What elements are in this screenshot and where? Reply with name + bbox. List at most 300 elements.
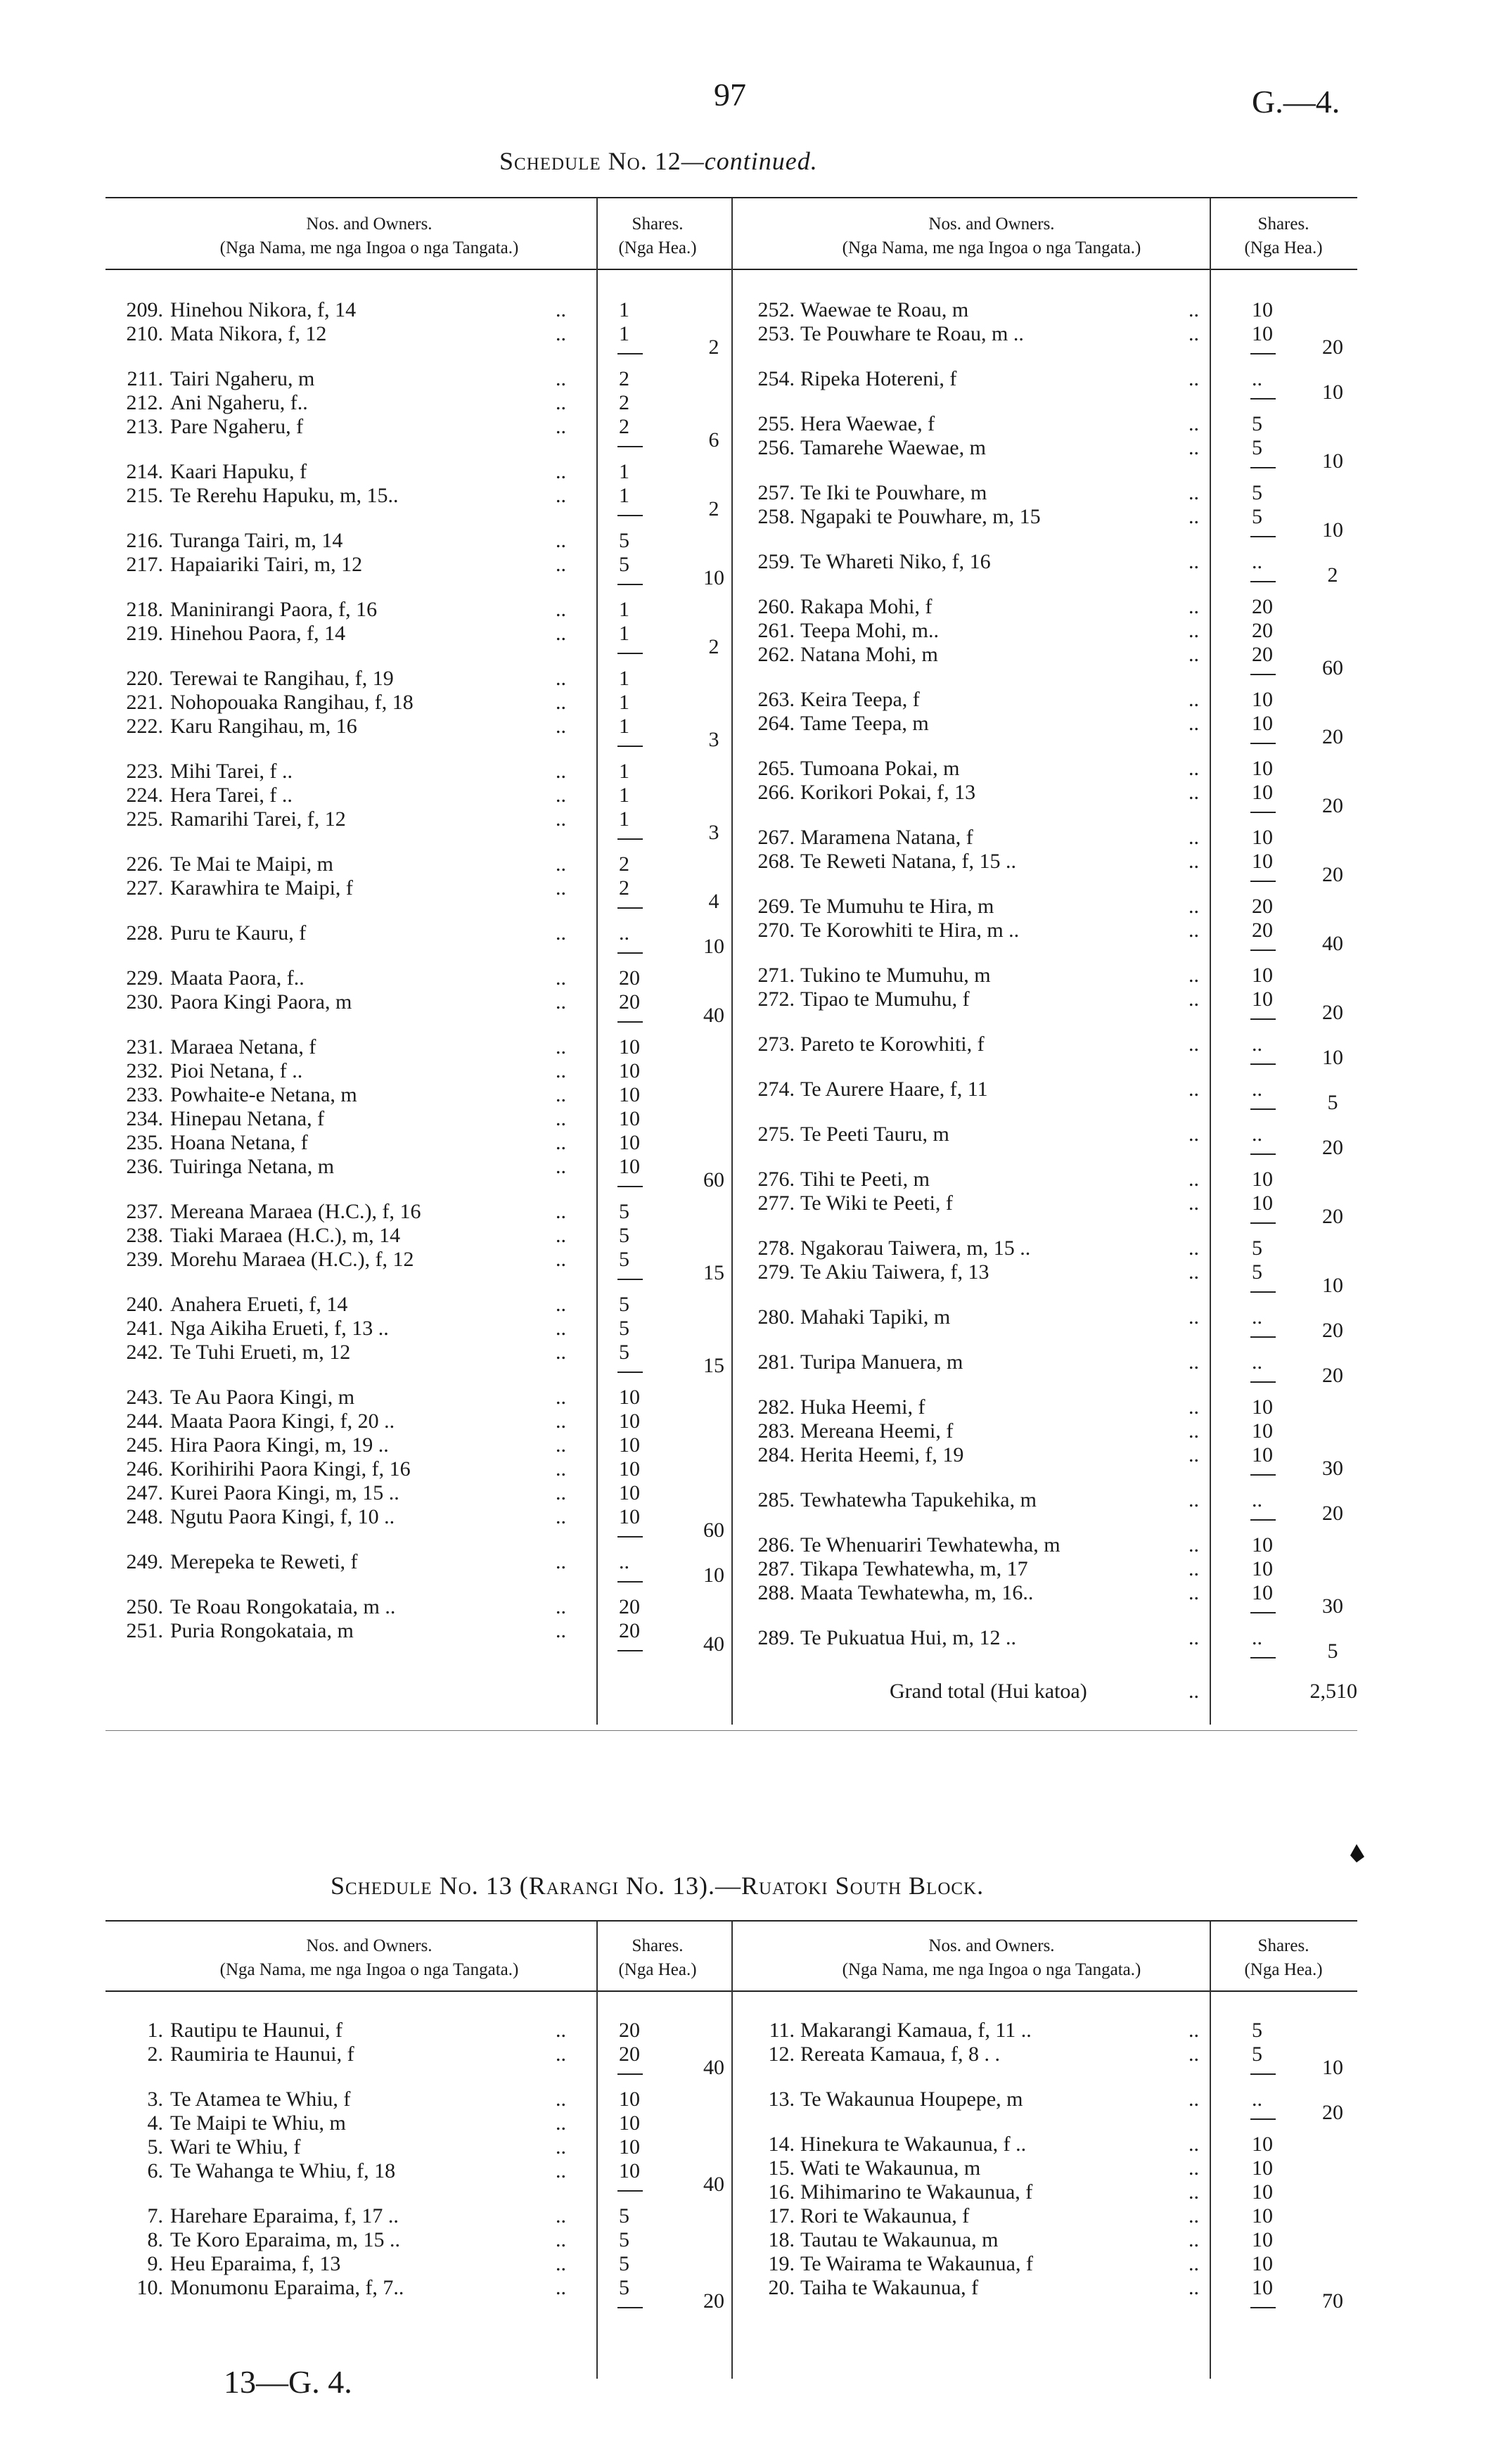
shares-value: .. <box>1252 1488 1262 1511</box>
entry-number: 249. <box>126 1550 163 1573</box>
entry-number: 5. <box>147 2135 163 2159</box>
entry-number: 245. <box>126 1433 163 1457</box>
entry-number: 13. <box>768 2088 795 2111</box>
subtotal-value: 2 <box>1327 563 1338 587</box>
entry-number: 228. <box>126 921 163 945</box>
leader-dots: .. <box>1189 781 1199 804</box>
owner-name: Mihimarino te Wakaunua, f <box>800 2180 1033 2204</box>
subtotal-rule <box>617 1372 643 1373</box>
subtotal-rule <box>1250 1222 1276 1224</box>
leader-dots: .. <box>1189 1033 1199 1056</box>
shares-value: 10 <box>619 1409 640 1433</box>
shares-value: 10 <box>1252 2156 1273 2180</box>
leader-dots: .. <box>1189 436 1199 459</box>
subtotal-value: 5 <box>1327 1639 1338 1663</box>
leader-dots: .. <box>556 2019 566 2042</box>
shares-value: 10 <box>619 2135 640 2159</box>
leader-dots: .. <box>1189 2156 1199 2180</box>
shares-value: .. <box>1252 1626 1262 1649</box>
leader-dots: .. <box>556 1083 566 1106</box>
schedule-12-title-continued: —continued. <box>681 147 818 175</box>
subtotal-value: 20 <box>1322 724 1343 748</box>
entry-number: 270. <box>757 919 795 942</box>
shares-value: 10 <box>1252 1557 1273 1580</box>
owner-name: Maata Paora, f.. <box>170 966 305 990</box>
entry-number: 16. <box>768 2180 795 2204</box>
owners-header-line1: Nos. and Owners. <box>306 215 433 234</box>
entry-number: 288. <box>757 1581 795 1604</box>
owner-name: Teepa Mohi, m.. <box>800 619 940 642</box>
s13-left-owners-header <box>162 1934 577 1982</box>
subtotal-value: 10 <box>1322 449 1343 473</box>
owner-name: Mereana Maraea (H.C.), f, 16 <box>170 1200 421 1223</box>
entry-number: 259. <box>757 550 795 573</box>
entry-number: 271. <box>757 964 795 987</box>
shares-value: 10 <box>1252 2180 1273 2204</box>
subtotal-value: 10 <box>1322 518 1343 542</box>
shares-value: 10 <box>619 1131 640 1154</box>
shares-value: 1 <box>619 622 629 645</box>
leader-dots: .. <box>556 391 566 414</box>
subtotal-value: 20 <box>1322 1000 1343 1024</box>
subtotal-rule <box>1250 2073 1276 2075</box>
leader-dots: .. <box>556 1386 566 1409</box>
subtotal-value: 4 <box>708 889 719 913</box>
shares-header-line1: Shares. <box>632 1936 684 1955</box>
owner-name: Terewai te Rangihau, f, 19 <box>170 667 394 690</box>
owner-name: Te Wahanga te Whiu, f, 18 <box>170 2159 396 2182</box>
entry-number: 252. <box>757 298 795 321</box>
leader-dots: .. <box>556 1595 566 1618</box>
entry-number: 224. <box>126 784 163 807</box>
owner-name: Merepeka te Reweti, f <box>170 1550 358 1573</box>
shares-value: .. <box>1252 1033 1262 1056</box>
owner-name: Te Atamea te Whiu, f <box>170 2088 351 2111</box>
entry-number: 265. <box>757 757 795 780</box>
leader-dots: .. <box>1189 850 1199 873</box>
entry-number: 2. <box>147 2043 163 2066</box>
leader-dots: .. <box>556 1341 566 1364</box>
shares-header-line1: Shares. <box>632 215 684 234</box>
subtotal-rule <box>1250 2307 1276 2308</box>
owner-name: Mihi Tarei, f .. <box>170 760 293 783</box>
entry-number: 277. <box>757 1191 795 1215</box>
entry-number: 289. <box>757 1626 795 1649</box>
shares-value: 10 <box>1252 1419 1273 1443</box>
leader-dots: .. <box>556 367 566 390</box>
leader-dots: .. <box>1189 987 1199 1011</box>
subtotal-rule <box>1250 1108 1276 1110</box>
leader-dots: .. <box>556 415 566 438</box>
entry-number: 20. <box>768 2276 795 2299</box>
owner-name: Hoana Netana, f <box>170 1131 308 1154</box>
leader-dots: .. <box>556 760 566 783</box>
subtotal-value: 60 <box>703 1518 724 1542</box>
entry-number: 12. <box>768 2043 795 2066</box>
grand-total-dots: .. <box>1189 1680 1199 1703</box>
owner-name: Te Reweti Natana, f, 15 .. <box>800 850 1016 873</box>
shares-value: 1 <box>619 691 629 714</box>
entry-number: 287. <box>757 1557 795 1580</box>
owner-name: Korikori Pokai, f, 13 <box>800 781 976 804</box>
shares-header-line2: (Nga Hea.) <box>1244 238 1323 257</box>
shares-value: 1 <box>619 784 629 807</box>
entry-number: 247. <box>126 1481 163 1504</box>
leader-dots: .. <box>1189 367 1199 390</box>
shares-value: 5 <box>1252 1260 1262 1284</box>
leader-dots: .. <box>556 2135 566 2159</box>
leader-dots: .. <box>556 298 566 321</box>
entry-number: 11. <box>769 2019 795 2042</box>
shares-value: .. <box>1252 1123 1262 1146</box>
entry-number: 248. <box>126 1505 163 1528</box>
subtotal-value: 15 <box>703 1260 724 1284</box>
shares-value: 5 <box>619 2204 629 2227</box>
leader-dots: .. <box>556 460 566 483</box>
leader-dots: .. <box>1189 1078 1199 1101</box>
shares-value: 5 <box>619 1293 629 1316</box>
leader-dots: .. <box>556 2111 566 2135</box>
owner-name: Taiha te Wakaunua, f <box>800 2276 979 2299</box>
entry-number: 219. <box>126 622 163 645</box>
owner-name: Maraea Netana, f <box>170 1035 316 1059</box>
entry-number: 216. <box>126 529 163 552</box>
owner-name: Herita Heemi, f, 19 <box>800 1443 964 1466</box>
leader-dots: .. <box>1189 688 1199 711</box>
shares-value: 10 <box>619 1505 640 1528</box>
shares-value: 10 <box>1252 1395 1273 1419</box>
shares-value: 1 <box>619 322 629 345</box>
shares-value: 10 <box>1252 757 1273 780</box>
shares-value: 10 <box>619 1457 640 1481</box>
leader-dots: .. <box>556 1035 566 1059</box>
leader-dots: .. <box>1189 1305 1199 1329</box>
entry-number: 283. <box>757 1419 795 1443</box>
owner-name: Tikapa Tewhatewha, m, 17 <box>800 1557 1028 1580</box>
shares-value: 10 <box>1252 2204 1273 2227</box>
subtotal-value: 30 <box>1322 1456 1343 1480</box>
entry-number: 213. <box>126 415 163 438</box>
subtotal-rule <box>1250 467 1276 468</box>
entry-number: 272. <box>757 987 795 1011</box>
subtotal-value: 10 <box>703 934 724 958</box>
leader-dots: .. <box>556 598 566 621</box>
subtotal-rule <box>617 838 643 840</box>
subtotal-value: 10 <box>703 1563 724 1587</box>
owner-name: Tumoana Pokai, m <box>800 757 960 780</box>
shares-value: 10 <box>1252 2252 1273 2275</box>
subtotal-rule <box>1250 881 1276 882</box>
entry-number: 254. <box>757 367 795 390</box>
subtotal-rule <box>617 1581 643 1583</box>
entry-number: 253. <box>757 322 795 345</box>
subtotal-rule <box>617 1186 643 1187</box>
owner-name: Te Mai te Maipi, m <box>170 852 334 876</box>
subtotal-rule <box>1250 1519 1276 1521</box>
owner-name: Karu Rangihau, m, 16 <box>170 715 357 738</box>
owner-name: Wati te Wakaunua, m <box>800 2156 981 2180</box>
entry-number: 7. <box>147 2204 163 2227</box>
shares-value: 10 <box>1252 964 1273 987</box>
subtotal-value: 10 <box>1322 2055 1343 2079</box>
owner-name: Tairi Ngaheru, m <box>170 367 315 390</box>
owners-header-line1: Nos. and Owners. <box>928 215 1055 234</box>
owner-name: Rautipu te Haunui, f <box>170 2019 342 2042</box>
leader-dots: .. <box>556 2043 566 2066</box>
subtotal-value: 20 <box>1322 1363 1343 1387</box>
entry-number: 214. <box>126 460 163 483</box>
shares-header-line1: Shares. <box>1257 1936 1309 1955</box>
leader-dots: .. <box>556 1131 566 1154</box>
owner-name: Te Tuhi Erueti, m, 12 <box>170 1341 351 1364</box>
leader-dots: .. <box>1189 1260 1199 1284</box>
subtotal-value: 20 <box>1322 1318 1343 1342</box>
owner-name: Hinehou Paora, f, 14 <box>170 622 346 645</box>
owner-name: Hinekura te Wakaunua, f .. <box>800 2133 1027 2156</box>
shares-value: 5 <box>619 1341 629 1364</box>
entry-number: 232. <box>126 1059 163 1082</box>
subtotal-value: 20 <box>1322 1501 1343 1525</box>
owner-name: Tukino te Mumuhu, m <box>800 964 991 987</box>
entry-number: 285. <box>757 1488 795 1511</box>
subtotal-rule <box>617 584 643 585</box>
entry-number: 10. <box>136 2276 163 2299</box>
leader-dots: .. <box>1189 1123 1199 1146</box>
leader-dots: .. <box>556 966 566 990</box>
subtotal-rule <box>617 1021 643 1023</box>
leader-dots: .. <box>1189 481 1199 504</box>
owner-name: Korihirihi Paora Kingi, f, 16 <box>170 1457 411 1481</box>
shares-value: 2 <box>619 367 629 390</box>
subtotal-value: 40 <box>703 1632 724 1656</box>
entry-number: 242. <box>126 1341 163 1364</box>
owner-name: Anahera Erueti, f, 14 <box>170 1293 348 1316</box>
subtotal-rule <box>617 653 643 654</box>
shares-value: 10 <box>619 1433 640 1457</box>
schedule-13-title <box>331 1871 984 1900</box>
owners-header-line1: Nos. and Owners. <box>928 1936 1055 1955</box>
subtotal-value: 20 <box>1322 1204 1343 1228</box>
leader-dots: .. <box>556 2159 566 2182</box>
leader-dots: .. <box>1189 1443 1199 1466</box>
subtotal-value: 60 <box>1322 656 1343 679</box>
shares-value: .. <box>1252 1078 1262 1101</box>
entry-number: 239. <box>126 1248 163 1271</box>
leader-dots: .. <box>1189 919 1199 942</box>
leader-dots: .. <box>1189 298 1199 321</box>
shares-value: 5 <box>619 1248 629 1271</box>
entry-number: 281. <box>757 1350 795 1374</box>
owner-name: Tuiringa Netana, m <box>170 1155 335 1178</box>
shares-value: 1 <box>619 298 629 321</box>
entry-number: 1. <box>147 2019 163 2042</box>
leader-dots: .. <box>1189 550 1199 573</box>
leader-dots: .. <box>556 1619 566 1642</box>
subtotal-rule <box>1250 1657 1276 1658</box>
shares-value: 5 <box>619 1200 629 1223</box>
shares-value: 10 <box>619 1083 640 1106</box>
entry-number: 263. <box>757 688 795 711</box>
owner-name: Paora Kingi Paora, m <box>170 990 352 1014</box>
owner-name: Heu Eparaima, f, 13 <box>170 2252 341 2275</box>
owner-name: Makarangi Kamaua, f, 11 .. <box>800 2019 1032 2042</box>
entry-number: 267. <box>757 826 795 849</box>
leader-dots: .. <box>556 553 566 576</box>
shares-value: 5 <box>1252 2019 1262 2042</box>
shares-value: 1 <box>619 484 629 507</box>
leader-dots: .. <box>556 1409 566 1433</box>
entry-number: 257. <box>757 481 795 504</box>
shares-value: 20 <box>619 966 640 990</box>
subtotal-rule <box>617 952 643 954</box>
owner-name: Maninirangi Paora, f, 16 <box>170 598 378 621</box>
shares-value: 1 <box>619 760 629 783</box>
shares-value: 2 <box>619 415 629 438</box>
shares-value: 5 <box>1252 412 1262 435</box>
shares-value: 10 <box>1252 2133 1273 2156</box>
owner-name: Karawhira te Maipi, f <box>170 876 353 900</box>
subtotal-rule <box>617 2190 643 2192</box>
leader-dots: .. <box>1189 619 1199 642</box>
owner-name: Te Whenuariri Tewhatewha, m <box>800 1533 1061 1556</box>
subtotal-value: 2 <box>708 634 719 658</box>
subtotal-rule <box>617 515 643 516</box>
entry-number: 217. <box>126 553 163 576</box>
shares-value: 2 <box>619 391 629 414</box>
shares-value: 5 <box>1252 436 1262 459</box>
s13-right-shares-header <box>1231 1934 1336 1982</box>
entry-number: 258. <box>757 505 795 528</box>
owner-name: Maata Tewhatewha, m, 16.. <box>800 1581 1034 1604</box>
shares-value: 5 <box>1252 1236 1262 1260</box>
subtotal-value: 70 <box>1322 2289 1343 2313</box>
owner-name: Te Pouwhare te Roau, m .. <box>800 322 1024 345</box>
leader-dots: .. <box>556 1550 566 1573</box>
subtotal-value: 3 <box>708 727 719 751</box>
leader-dots: .. <box>556 852 566 876</box>
entry-number: 246. <box>126 1457 163 1481</box>
leader-dots: .. <box>556 1457 566 1481</box>
subtotal-rule <box>617 2307 643 2308</box>
leader-dots: .. <box>1189 895 1199 918</box>
entry-number: 236. <box>126 1155 163 1178</box>
column-rule <box>596 1922 598 2379</box>
entry-number: 279. <box>757 1260 795 1284</box>
leader-dots: .. <box>1189 2180 1199 2204</box>
shares-value: 5 <box>619 1224 629 1247</box>
subtotal-value: 10 <box>703 565 724 589</box>
schedule-13-title-text: Schedule No. 13 (Rarangi No. 13).—Ruatoki South Block. <box>331 1872 985 1900</box>
entry-number: 8. <box>147 2228 163 2251</box>
leader-dots: .. <box>556 1059 566 1082</box>
owner-name: Tewhatewha Tapukehika, m <box>800 1488 1037 1511</box>
subtotal-rule <box>1250 1612 1276 1613</box>
s13-right-owners-header <box>788 1934 1196 1982</box>
leader-dots: .. <box>1189 1488 1199 1511</box>
owner-name: Hinepau Netana, f <box>170 1107 325 1130</box>
owner-name: Ani Ngaheru, f.. <box>170 391 308 414</box>
owner-name: Kaari Hapuku, f <box>170 460 307 483</box>
schedule-12-title <box>499 146 818 176</box>
leader-dots: .. <box>1189 826 1199 849</box>
owners-header-line2: (Nga Nama, me nga Ingoa o nga Tangata.) <box>842 1960 1141 1979</box>
shares-value: 5 <box>1252 481 1262 504</box>
owner-name: Tame Teepa, m <box>800 712 929 735</box>
subtotal-rule <box>1250 950 1276 951</box>
subtotal-value: 10 <box>1322 380 1343 404</box>
shares-value: .. <box>1252 367 1262 390</box>
entry-number: 211. <box>127 367 163 390</box>
subtotal-rule <box>1250 1381 1276 1383</box>
owner-name: Puria Rongokataia, m <box>170 1619 354 1642</box>
owner-name: Te Au Paora Kingi, m <box>170 1386 355 1409</box>
shares-value: 10 <box>619 1059 640 1082</box>
leader-dots: .. <box>556 1224 566 1247</box>
subtotal-value: 20 <box>1322 335 1343 359</box>
entry-number: 262. <box>757 643 795 666</box>
shares-value: 5 <box>619 2252 629 2275</box>
column-rule <box>596 198 598 1725</box>
shares-value: 1 <box>619 807 629 831</box>
shares-value: 10 <box>1252 781 1273 804</box>
entry-number: 212. <box>126 391 163 414</box>
owner-name: Mata Nikora, f, 12 <box>170 322 327 345</box>
subtotal-rule <box>1250 1291 1276 1293</box>
shares-value: 20 <box>619 2019 640 2042</box>
leader-dots: .. <box>1189 2228 1199 2251</box>
owner-name: Te Wiki te Peeti, f <box>800 1191 953 1215</box>
entry-number: 255. <box>757 412 795 435</box>
owner-name: Te Roau Rongokataia, m .. <box>170 1595 396 1618</box>
owner-name: Ngutu Paora Kingi, f, 10 .. <box>170 1505 395 1528</box>
entry-number: 278. <box>757 1236 795 1260</box>
shares-value: 20 <box>619 1619 640 1642</box>
owner-name: Hira Paora Kingi, m, 19 .. <box>170 1433 389 1457</box>
leader-dots: .. <box>1189 1395 1199 1419</box>
entry-number: 209. <box>126 298 163 321</box>
grand-total-value: 2,510 <box>1309 1680 1357 1703</box>
owner-name: Hinehou Nikora, f, 14 <box>170 298 357 321</box>
owner-name: Wari te Whiu, f <box>170 2135 301 2159</box>
entry-number: 266. <box>757 781 795 804</box>
owner-name: Te Mumuhu te Hira, m <box>800 895 994 918</box>
leader-dots: .. <box>556 1481 566 1504</box>
leader-dots: .. <box>556 1505 566 1528</box>
owner-name: Raumiria te Haunui, f <box>170 2043 354 2066</box>
owner-name: Rori te Wakaunua, f <box>800 2204 970 2227</box>
owner-name: Monumonu Eparaima, f, 7.. <box>170 2276 404 2299</box>
shares-value: 10 <box>1252 1168 1273 1191</box>
owner-name: Tihi te Peeti, m <box>800 1168 930 1191</box>
owner-name: Harehare Eparaima, f, 17 .. <box>170 2204 399 2227</box>
owner-name: Nohopouaka Rangihau, f, 18 <box>170 691 414 714</box>
entry-number: 244. <box>126 1409 163 1433</box>
owner-name: Morehu Maraea (H.C.), f, 12 <box>170 1248 414 1271</box>
shares-value: 10 <box>619 2159 640 2182</box>
leader-dots: .. <box>556 715 566 738</box>
owner-name: Maramena Natana, f <box>800 826 973 849</box>
subtotal-rule <box>1250 743 1276 744</box>
document-reference: G.—4. <box>1252 84 1340 120</box>
subtotal-rule <box>1250 1063 1276 1065</box>
leader-dots: .. <box>556 2252 566 2275</box>
subtotal-rule <box>1250 1474 1276 1476</box>
shares-value: 1 <box>619 715 629 738</box>
shares-value: 1 <box>619 598 629 621</box>
entry-number: 250. <box>126 1595 163 1618</box>
owner-name: Te Korowhiti te Hira, m .. <box>800 919 1020 942</box>
owner-name: Puru te Kauru, f <box>170 921 307 945</box>
